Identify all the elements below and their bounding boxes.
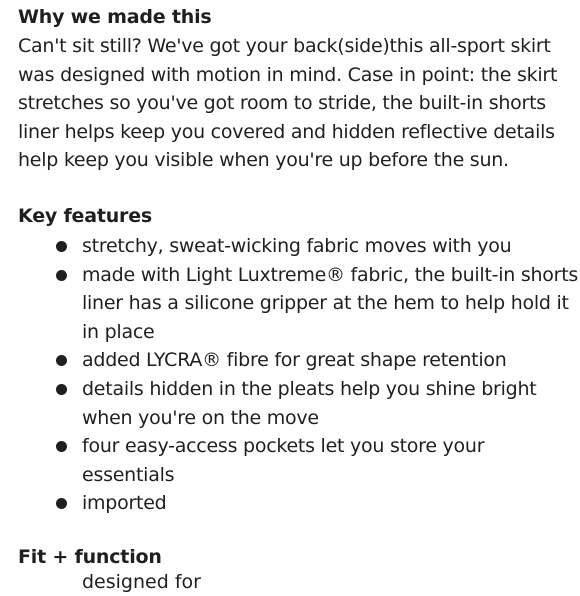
paragraph-line: stretches so you've got room to stride, the built-in shorts <box>18 92 546 115</box>
bullet-icon <box>56 270 67 281</box>
list-item-text: four easy-access pockets let you store your <box>82 435 485 458</box>
list-item-text: details hidden in the pleats help you shine bright <box>82 377 537 400</box>
list-item-text: added LYCRA® fibre for great shape retention <box>82 349 507 372</box>
paragraph-line: liner helps keep you covered and hidden reflective details <box>18 120 555 143</box>
list-item-text: liner has a silicone gripper at the hem to help hold it <box>82 292 569 315</box>
key-features-list <box>0 232 580 518</box>
paragraph-line: help keep you visible when you're up before the sun. <box>18 149 509 172</box>
list-item-text: imported <box>82 492 167 515</box>
list-item <box>0 261 580 347</box>
why-we-made-this-heading: Why we made this <box>18 6 212 28</box>
bullet-icon <box>56 241 67 252</box>
list-item <box>0 346 580 375</box>
bullet-icon <box>56 498 67 509</box>
paragraph-line: Can't sit still? We've got your back(side)this all-sport skirt <box>18 35 551 57</box>
key-features-heading: Key features <box>18 205 153 227</box>
fit-function-text: designed for <box>82 571 201 593</box>
paragraph-line: was designed with motion in mind. Case in point: the skirt <box>18 63 558 86</box>
bullet-icon <box>56 384 67 395</box>
list-item-text: stretchy, sweat-wicking fabric moves with you <box>82 235 512 257</box>
list-item-text: when you're on the move <box>82 406 319 429</box>
list-item <box>0 489 580 518</box>
list-item-text: in place <box>82 320 155 343</box>
list-item <box>0 232 580 261</box>
bullet-icon <box>56 441 67 452</box>
bullet-icon <box>56 355 67 366</box>
why-we-made-this-paragraph <box>18 32 578 175</box>
fit-function-heading: Fit + function <box>18 546 162 568</box>
list-item <box>0 375 580 432</box>
list-item <box>0 432 580 489</box>
list-item-text: essentials <box>82 463 175 486</box>
list-item-text: made with Light Luxtreme® fabric, the built-in shorts <box>82 263 579 286</box>
